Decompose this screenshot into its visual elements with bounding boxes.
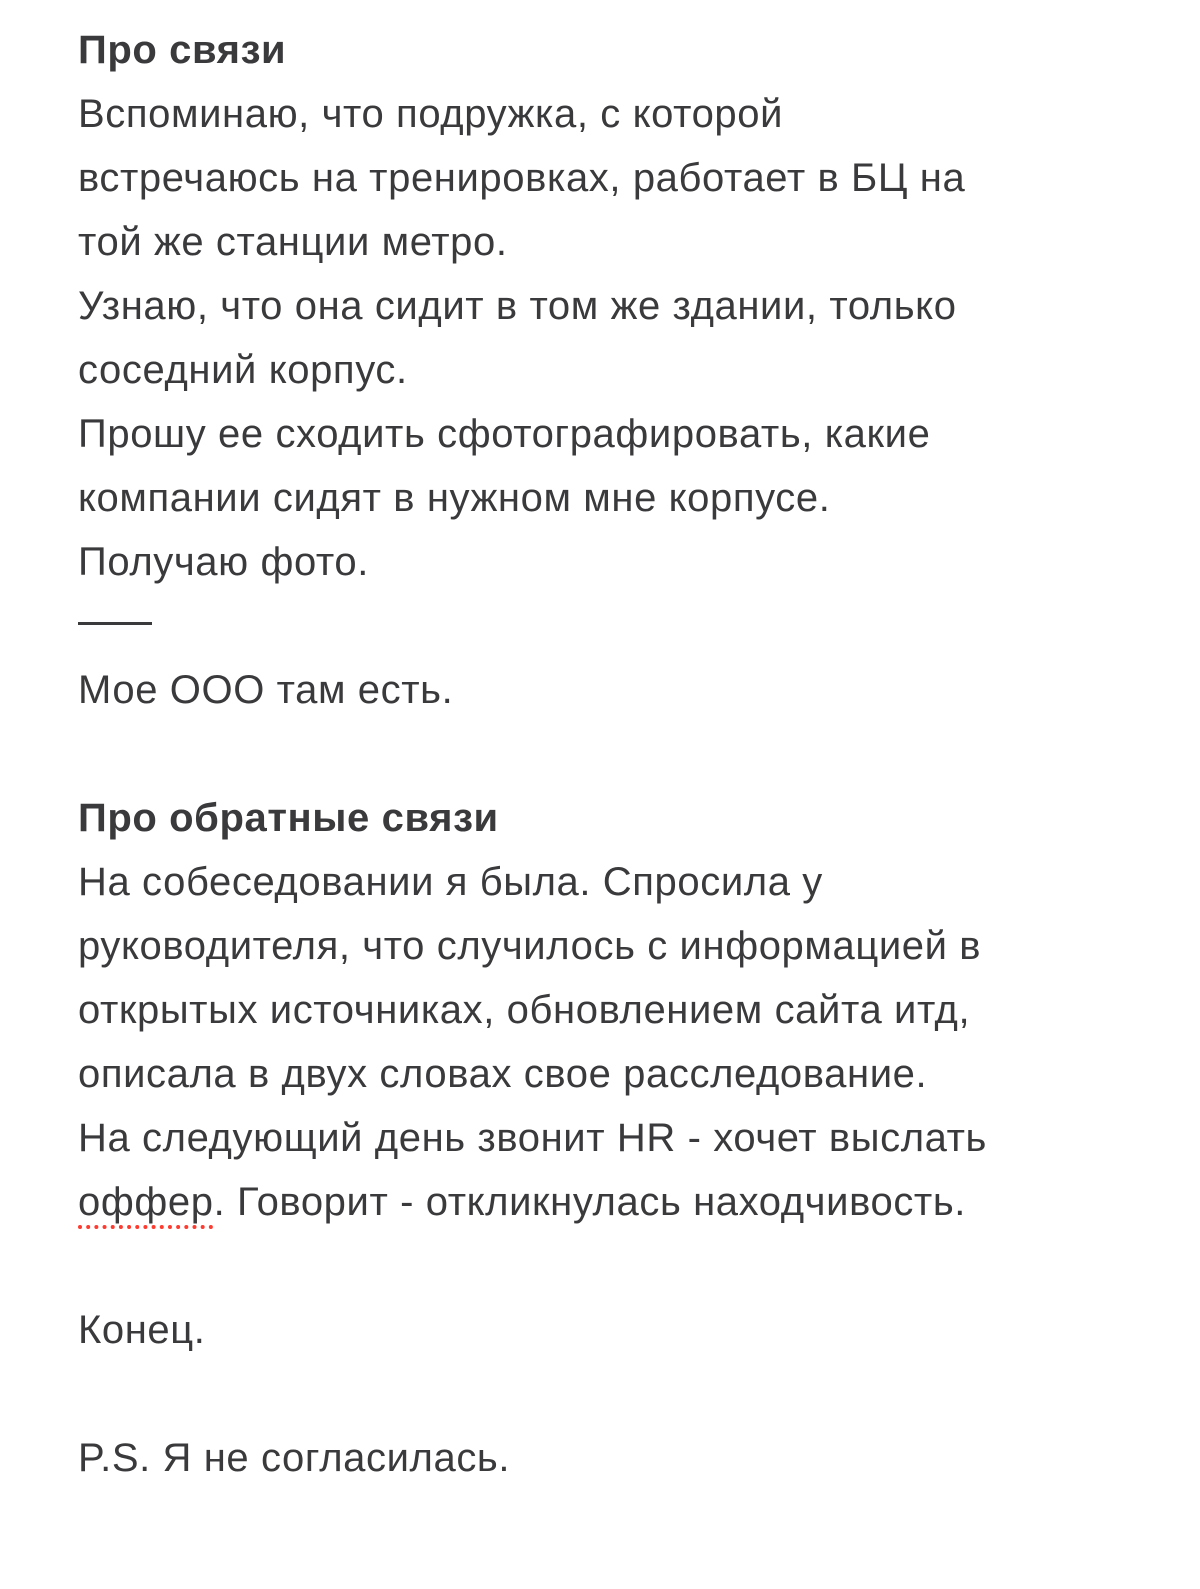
paragraph-line: компании сидят в нужном мне корпусе. (78, 476, 831, 520)
paragraph-line: На следующий день звонит HR - хочет выслать (78, 1116, 987, 1160)
paragraph-line: открытых источниках, обновлением сайта итд, (78, 988, 971, 1032)
misspelled-word[interactable]: оффер (78, 1180, 214, 1224)
divider-row (78, 594, 1138, 658)
paragraph-line: Прошу ее сходить сфотографировать, какие (78, 412, 931, 456)
horizontal-divider (78, 622, 152, 625)
note-body[interactable] (78, 18, 1138, 1490)
blank-line (78, 1362, 1138, 1426)
paragraph-line: На собеседовании я была. Спросила у (78, 860, 823, 904)
section-heading-feedback: Про обратные связи (78, 796, 499, 840)
paragraph-line: той же станции метро. (78, 220, 508, 264)
blank-line (78, 722, 1138, 786)
paragraph-line: руководителя, что случилось с информацией в (78, 924, 982, 968)
section-heading-connections: Про связи (78, 28, 287, 72)
ending-line: Конец. (78, 1308, 206, 1352)
blank-line (78, 1234, 1138, 1298)
paragraph-line: Вспоминаю, что подружка, с которой (78, 92, 784, 136)
paragraph-line (78, 1170, 1138, 1234)
paragraph-line: Мое ООО там есть. (78, 668, 454, 712)
paragraph-line: Получаю фото. (78, 540, 369, 584)
paragraph-line: соседний корпус. (78, 348, 408, 392)
paragraph-line: Узнаю, что она сидит в том же здании, только (78, 284, 957, 328)
paragraph-line: встречаюсь на тренировках, работает в БЦ на (78, 156, 966, 200)
paragraph-line: описала в двух словах свое расследование. (78, 1052, 928, 1096)
postscript-line: P.S. Я не согласилась. (78, 1436, 511, 1480)
line-continuation: . Говорит - откликнулась находчивость. (213, 1180, 966, 1224)
